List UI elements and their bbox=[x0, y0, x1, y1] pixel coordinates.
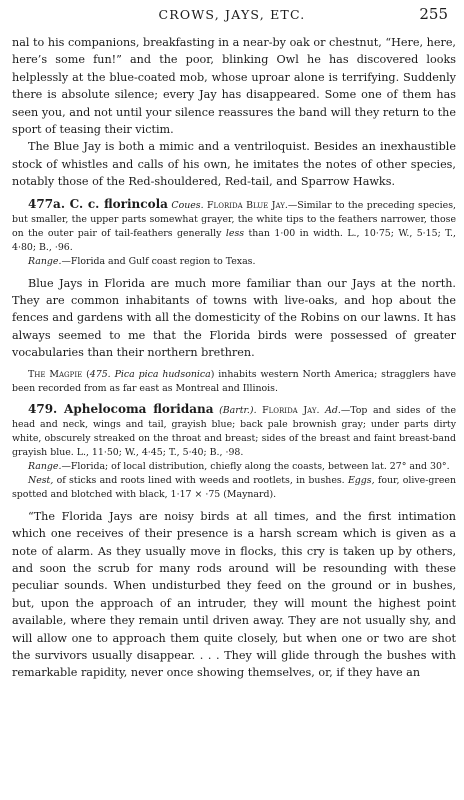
magpie-text: ) inhabits western North America; stragglers have been recorded from as far east as Montreal and Illinois. bbox=[12, 368, 457, 394]
magpie-number: 475. bbox=[89, 368, 111, 380]
species-description-emphasis: less bbox=[225, 227, 245, 239]
nest-label: Nest, bbox=[28, 474, 54, 486]
magpie-label: The Magpie bbox=[28, 368, 83, 380]
range-text: —Florida; of local distribution, chiefly along the coasts, between lat. 27° and 30°. bbox=[61, 460, 450, 472]
running-head: CROWS, JAYS, ETC. bbox=[158, 7, 306, 22]
species-authority: (Bartr.). bbox=[219, 404, 257, 416]
species-heading: 477a. C. c. florincola bbox=[28, 196, 168, 211]
species-range-477a bbox=[12, 255, 456, 269]
species-authority: Coues. bbox=[171, 199, 204, 211]
paragraph-florida-jays: Blue Jays in Florida are much more familiar than our Jays at the north. They are common inhabitants of towns with live-oaks, and hop about the fences and gardens with all the domesticity of the Robins on our lawns. It has always seemed to me that the Florida birds were possessed of greater vocabularies than their northern brethren. bbox=[12, 276, 456, 360]
magpie-note: The Magpie (475. Pica pica hudsonica) inhabits western North America; stragglers have been recorded from as far east as Montreal and Illinois. bbox=[12, 368, 457, 394]
paragraph-mimic: The Blue Jay is both a mimic and a ventriloquist. Besides an inexhaustible stock of whistles and calls of his own, he imitates the notes of other species, notably those of the Red-shouldered, Red-tail, and Sparrow Hawks. bbox=[12, 140, 456, 189]
page-number: 255 bbox=[419, 5, 448, 23]
page-body bbox=[12, 34, 456, 682]
range-text: —Florida and Gulf coast region to Texas. bbox=[61, 255, 256, 267]
species-description: —Top and sides of the head and neck, wings and tail, grayish blue; back pale brownish gray; under parts dirty white, obscurely streaked on the throat and breast; sides of the breast and faint breast-band grayish blue. L., 11·50; W., 4·45; T., 5·40; B., ·98. bbox=[12, 404, 457, 458]
eggs-text: four, olive-green spotted and blotched with black, 1·17 × ·75 (Maynard). bbox=[12, 474, 456, 500]
species-heading: 479. Aphelocoma floridana bbox=[28, 401, 214, 416]
range-label: Range. bbox=[28, 460, 62, 472]
species-nest-479 bbox=[12, 474, 456, 502]
paragraph-quotation: “The Florida Jays are noisy birds at all times, and the first intimation which one receives of their presence is a harsh scream which is given as a note of alarm. As they usually move in flocks, this cry is taken up by others, and soon the scrub for many rods around will be resounding with these peculiar sounds. When undisturbed they feed on the ground or in bushes, but, upon the approach of an intruder, they will mount the highest point available, where they remain until driven away. They are not usually shy, and will allow one to approach them quite closely, but when one or two are shot the survivors usually disappear. . . . They will glide through the bushes with remarkable rapidity, never once showing themselves, or, if they have an bbox=[12, 509, 456, 680]
magpie-scientific-name: Pica pica hudsonica bbox=[114, 368, 211, 380]
species-entry-477a bbox=[12, 197, 456, 255]
range-label: Range. bbox=[28, 255, 62, 267]
page-header bbox=[0, 5, 464, 27]
species-entry-479 bbox=[12, 402, 456, 460]
nest-text: of sticks and roots lined with weeds and rootlets, in bushes. bbox=[56, 474, 345, 486]
adult-label: Ad. bbox=[325, 404, 341, 416]
species-common-name: Florida Jay. bbox=[262, 404, 320, 416]
paragraph-continuation: nal to his companions, breakfasting in a near-by oak or chestnut, “Here, here, here’s some fun!” and the poor, blinking Owl he has discovered looks helplessly at the blue-coated mob, whose uproar alone is terrifying. Suddenly there is absolute silence; every Jay has disappeared. Some one of them has seen you, and not until your silence reassures the band will they return to the sport of teasing their victim. bbox=[12, 36, 456, 137]
species-range-479 bbox=[12, 460, 456, 474]
species-description: —Similar to the preceding species, but smaller, the upper parts somewhat grayer, the white tips to the feathers narrower, those on the outer pair of tail-feathers generally bbox=[12, 199, 456, 239]
eggs-label: Eggs, bbox=[347, 474, 375, 486]
species-common-name: Florida Blue Jay. bbox=[207, 199, 288, 211]
species-measurements: than 1·00 in width. L., 10·75; W., 5·15; T., 4·80; B., ·96. bbox=[12, 227, 456, 253]
